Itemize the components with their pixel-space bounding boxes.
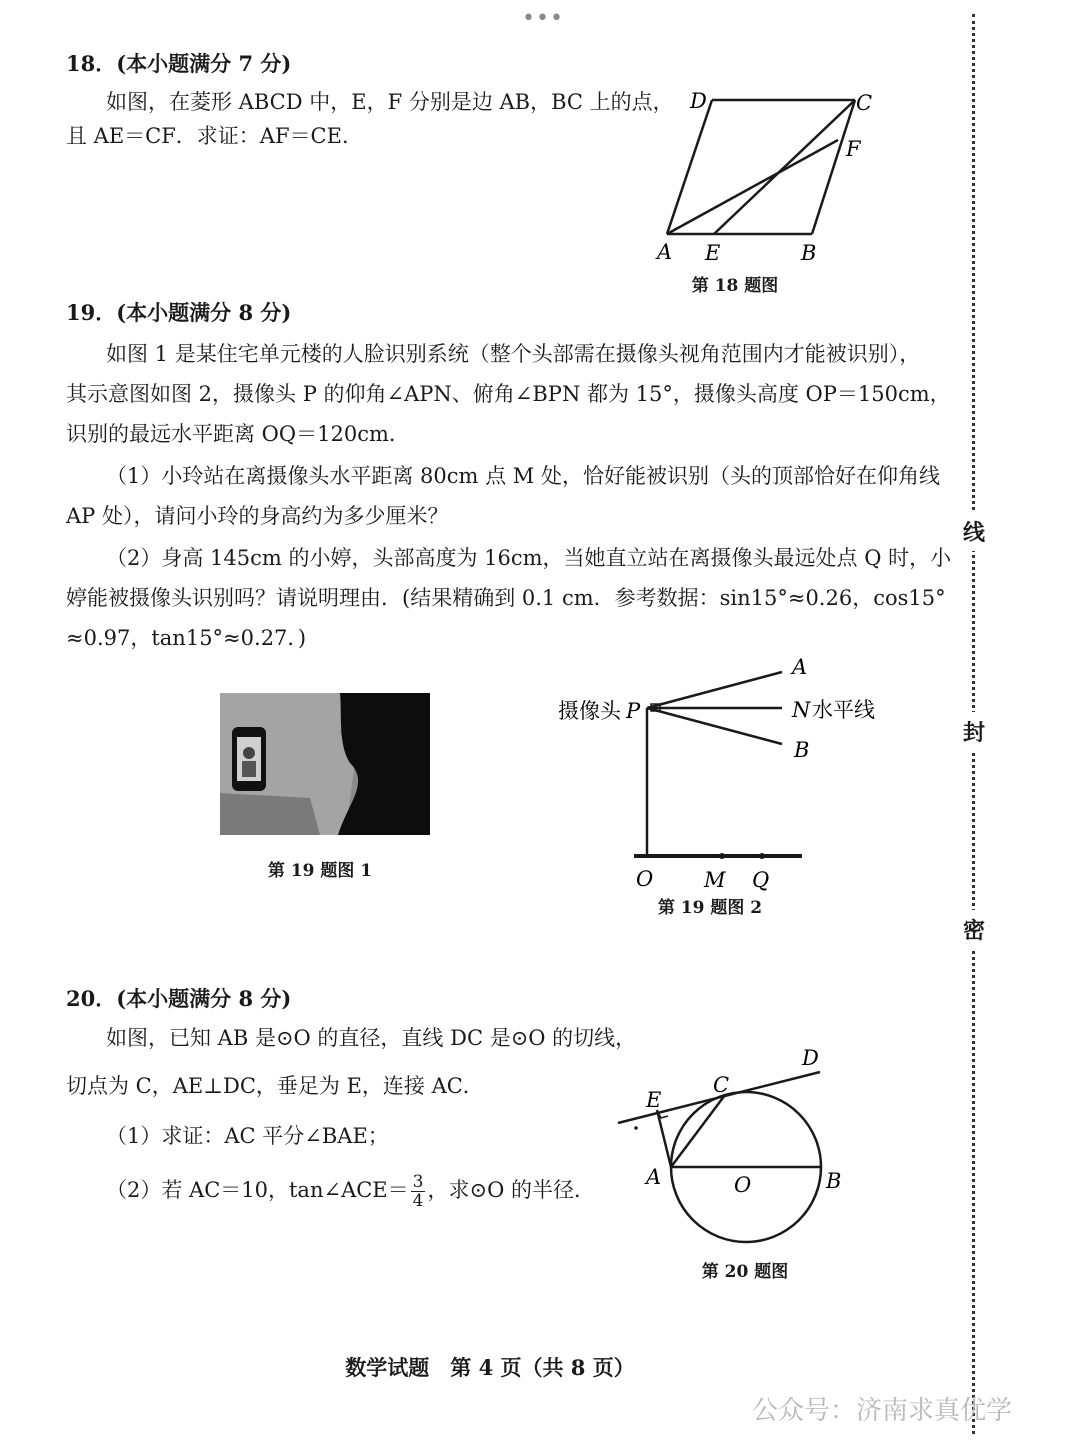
q20-label-O: O <box>734 1173 752 1197</box>
q18-text-line1: 如图，在菱形 ABCD 中，E，F 分别是边 AB，BC 上的点， <box>106 90 674 114</box>
q20-part1: （1）求证：AC 平分∠BAE； <box>106 1124 389 1148</box>
q18-text-line2: 且 AE＝CF．求证：AF＝CE． <box>66 124 363 148</box>
q19-part1-line2: AP 处），请问小玲的身高约为多少厘米？ <box>66 504 449 528</box>
q18-rhombus-figure <box>650 82 900 297</box>
seal-char-mi: 密 <box>962 910 986 949</box>
page-footer: 数学试题 第 4 页（共 8 页） <box>345 1355 635 1380</box>
q19-camera-label: 摄像头 <box>558 699 621 723</box>
top-dots: ••• <box>522 6 564 31</box>
q18-label-D: D <box>690 89 707 113</box>
q19-label-N: N <box>792 698 811 722</box>
q19-horizontal-line-label: 水平线 <box>812 698 875 722</box>
q20-part2-before: （2）若 AC＝10，tan∠ACE＝ <box>106 1178 409 1202</box>
point-M-marker <box>719 853 725 859</box>
q20-label-D: D <box>802 1046 819 1070</box>
q20-part2 <box>106 1170 595 1210</box>
q20-label-B: B <box>826 1169 842 1193</box>
q20-figure-caption: 第 20 题图 <box>701 1262 789 1282</box>
q19-label-A: A <box>792 655 808 679</box>
q20-heading: 20．(本小题满分 8 分) <box>66 986 292 1011</box>
seal-char-xian: 线 <box>962 512 986 551</box>
q20-fraction-numerator: 3 <box>412 1172 424 1192</box>
q19-part2-line1: （2）身高 145cm 的小婷，头部高度为 16cm，当她直立站在离摄像头最远处点 Q 时，小 <box>106 546 952 570</box>
q19-text-p3: 识别的最远水平距离 OQ＝120cm． <box>66 422 410 446</box>
q19-face-recognition-photo <box>220 693 430 835</box>
q20-label-C: C <box>713 1073 730 1097</box>
watermark: 公众号：济南求真优学 <box>752 1396 1013 1426</box>
q19-camera-diagram <box>550 650 890 900</box>
q18-label-C: C <box>856 91 873 115</box>
q19-text-p1: 如图 1 是某住宅单元楼的人脸识别系统（整个头部需在摄像头视角范围内才能被识别）， <box>106 342 921 366</box>
q19-label-O: O <box>636 867 654 891</box>
q18-label-F: F <box>846 137 861 161</box>
q18-heading: 18．(本小题满分 7 分) <box>66 51 292 76</box>
q19-heading: 19．(本小题满分 8 分) <box>66 300 292 325</box>
q19-text-p2: 其示意图如图 2，摄像头 P 的仰角∠APN、俯角∠BPN 都为 15°，摄像头高度 OP＝150cm， <box>66 382 951 406</box>
q18-label-A: A <box>657 240 673 264</box>
q20-fraction <box>411 1173 426 1210</box>
q19-label-B: B <box>794 738 810 762</box>
q20-text-line1: 如图，已知 AB 是⊙O 的直径，直线 DC 是⊙O 的切线， <box>106 1026 637 1050</box>
q20-part2-after: ，求⊙O 的半径． <box>427 1178 595 1202</box>
q19-figure1-caption: 第 19 题图 1 <box>267 861 373 881</box>
q19-part1-line1: （1）小玲站在离摄像头水平距离 80cm 点 M 处，恰好能被识别（头的顶部恰好在仰角线 <box>106 464 940 488</box>
q18-label-B: B <box>801 241 817 265</box>
q20-label-E: E <box>646 1088 662 1112</box>
q19-label-M: M <box>704 868 726 892</box>
q19-part2-line3: ≈0.97，tan15°≈0.27．) <box>66 626 307 650</box>
point-Q-marker <box>759 853 765 859</box>
seal-char-feng: 封 <box>962 712 986 751</box>
q19-label-Q: Q <box>752 868 770 892</box>
q18-figure-caption: 第 18 题图 <box>691 276 779 296</box>
q20-label-A: A <box>646 1165 662 1189</box>
q18-label-E: E <box>705 241 721 265</box>
q20-circle-figure <box>600 1040 860 1265</box>
q19-part2-line2: 婷能被摄像头识别吗？请说明理由．(结果精确到 0.1 cm．参考数据：sin15°≈0.26，cos15° <box>66 586 946 610</box>
q20-fraction-denominator: 4 <box>412 1191 424 1211</box>
q19-figure2-caption: 第 19 题图 2 <box>657 898 763 918</box>
q19-label-P: P <box>626 699 641 723</box>
q20-text-line2: 切点为 C，AE⊥DC，垂足为 E，连接 AC． <box>66 1074 484 1098</box>
